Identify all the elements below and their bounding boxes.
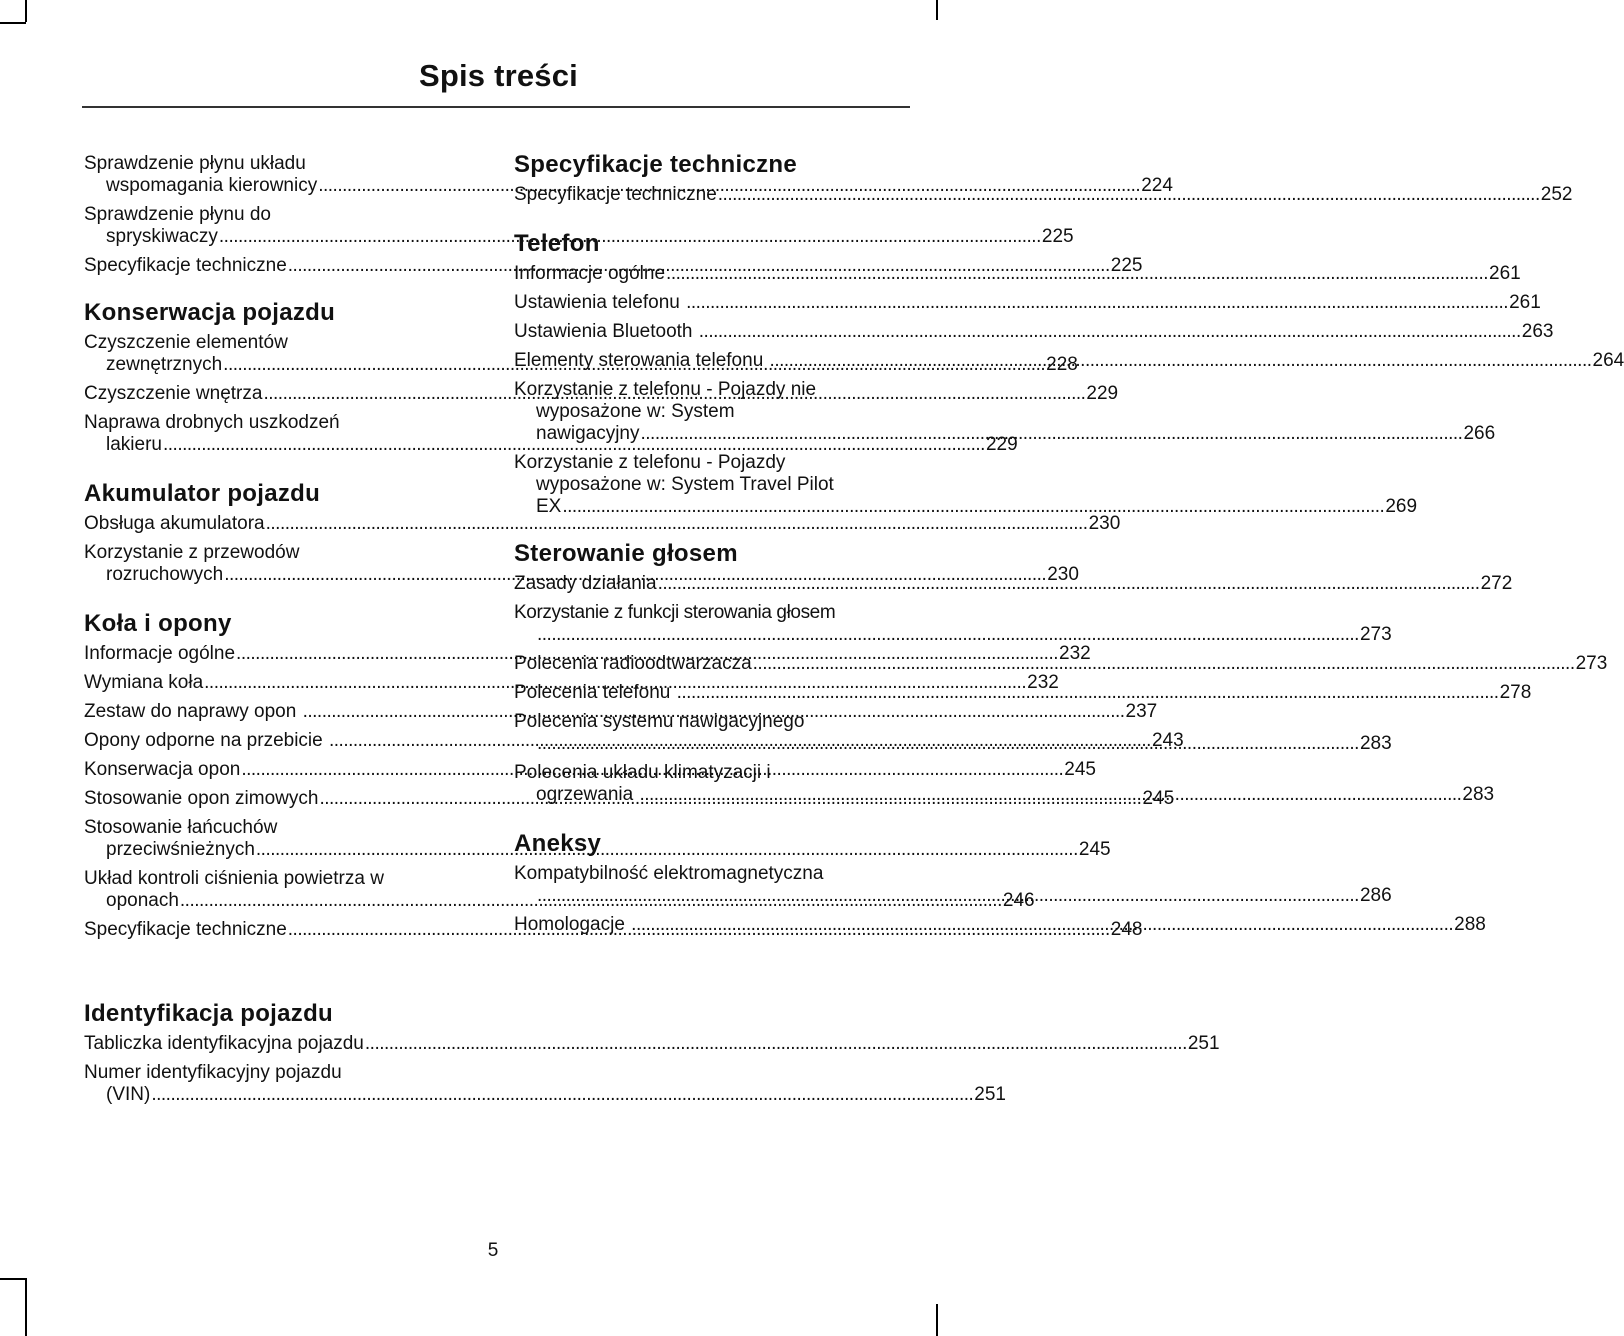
toc-entry-text: nawigacyjny: [536, 423, 640, 444]
leader-dots: [666, 263, 1488, 284]
toc-entry-text: EX: [536, 496, 562, 517]
leader-dots: [718, 184, 1540, 205]
toc-entry-text: Sprawdzenie płynu układu: [84, 153, 306, 174]
leader-dots: [686, 292, 1508, 313]
toc-entry-text: Obsługa akumulatora: [84, 513, 265, 534]
toc-entry-text: Informacje ogólne: [514, 263, 666, 284]
crop-mark: [936, 0, 938, 20]
leader-dots: [365, 1033, 1187, 1054]
toc-page-number: 232: [1027, 672, 1059, 693]
toc-entry-text: Opony odporne na przebicie: [84, 730, 328, 751]
section-heading: Koła i opony: [84, 610, 232, 637]
toc-entry-text: lakieru: [106, 434, 162, 455]
toc-entry[interactable]: [514, 292, 1541, 314]
toc-page-number: 288: [1454, 914, 1486, 935]
toc-page-number: 245: [1078, 839, 1111, 860]
toc-entry-text: spryskiwaczy: [106, 226, 218, 247]
toc-entry-text: (VIN): [106, 1084, 151, 1105]
section-heading: Identyfikacja pojazdu: [84, 1000, 334, 1027]
toc-entry-text: Numer identyfikacyjny pojazdu: [84, 1062, 342, 1083]
toc-entry-text: Ustawienia telefonu: [514, 292, 686, 313]
toc-page-number: 272: [1480, 573, 1513, 594]
toc-page-number: 228: [1046, 354, 1078, 375]
toc-page-number: 246: [1002, 890, 1035, 911]
header-divider: [82, 106, 910, 108]
toc-entry-text: wyposażone w: System: [536, 401, 735, 422]
crop-mark: [0, 22, 26, 24]
toc-entry-text: wspomagania kierownicy: [106, 175, 318, 196]
leader-dots: [699, 321, 1521, 342]
toc-entry-text: Konserwacja opon: [84, 759, 241, 780]
toc-page-number: 261: [1509, 292, 1541, 313]
section-heading: Akumulator pojazdu: [84, 480, 321, 507]
toc-page-number: 273: [1359, 624, 1392, 645]
toc-entry[interactable]: [514, 321, 1554, 343]
toc-page-number: 269: [1385, 496, 1418, 517]
toc-entry-text: ogrzewania: [536, 784, 639, 805]
toc-page-number: 251: [1187, 1033, 1220, 1054]
toc-entry-text: Specyfikacje techniczne: [84, 919, 287, 940]
section-heading: Konserwacja pojazdu: [84, 299, 336, 326]
toc-entry-text: Ustawienia Bluetooth: [514, 321, 698, 342]
toc-entry-text: Stosowanie łańcuchów: [84, 817, 278, 838]
leader-dots: [537, 885, 1359, 906]
toc-page-number: 248: [1110, 919, 1143, 940]
leader-dots: [770, 350, 1592, 371]
page-number: 5: [487, 1240, 499, 1261]
section-heading: Sterowanie głosem: [514, 540, 738, 567]
toc-entry[interactable]: [84, 513, 1121, 535]
toc-entry-text: Kompatybilność elektromagnetyczna: [514, 863, 824, 884]
leader-dots: [537, 624, 1359, 645]
toc-page-number: 230: [1047, 564, 1079, 585]
toc-page-number: 283: [1462, 784, 1495, 805]
toc-entry-text: Czyszczenie wnętrza: [84, 383, 263, 404]
toc-page-number: 278: [1499, 682, 1532, 703]
toc-entry-text: Informacje ogólne: [84, 643, 236, 664]
section-heading: Aneksy: [514, 830, 602, 857]
toc-entry[interactable]: [514, 602, 1392, 646]
toc-entry-text: Polecenia systemu nawigacyjnego: [514, 711, 805, 732]
toc-entry[interactable]: [84, 730, 1184, 752]
toc-page-number: 266: [1463, 423, 1496, 444]
toc-entry-text: Układ kontroli ciśnienia powietrza w: [84, 868, 384, 889]
toc-entry-text: wyposażone w: System Travel Pilot: [536, 474, 834, 495]
crop-mark: [25, 0, 27, 22]
toc-page-number: 245: [1064, 759, 1096, 780]
toc-entry-text: Zasady działania: [514, 573, 657, 594]
toc-entry-text: Sprawdzenie płynu do: [84, 204, 271, 225]
leader-dots: [562, 496, 1384, 517]
toc-entry-text: Polecenia układu klimatyzacji i: [514, 762, 771, 783]
leader-dots: [658, 573, 1480, 594]
toc-entry-text: Polecenia radioodtwarzacza: [514, 653, 752, 674]
toc-page-number: 232: [1059, 643, 1091, 664]
toc-page-number: 230: [1088, 513, 1121, 534]
leader-dots: [639, 784, 1461, 805]
toc-page-number: 252: [1540, 184, 1573, 205]
toc-page-number: 251: [974, 1084, 1006, 1105]
leader-dots: [537, 733, 1359, 754]
leader-dots: [631, 914, 1453, 935]
toc-page-number: 237: [1125, 701, 1158, 722]
toc-entry-text: Specyfikacje techniczne: [514, 184, 717, 205]
toc-entry-text: Elementy sterowania telefonu: [514, 350, 769, 371]
toc-entry[interactable]: [84, 1062, 1006, 1106]
leader-dots: [641, 423, 1463, 444]
toc-page-number: 263: [1521, 321, 1554, 342]
toc-page-number: 225: [1110, 255, 1143, 276]
toc-page-number: 224: [1141, 175, 1173, 196]
toc-entry-text: Korzystanie z funkcji sterowania głosem: [514, 602, 836, 623]
toc-entry-text: Czyszczenie elementów: [84, 332, 288, 353]
toc-entry-text: Tabliczka identyfikacyjna pojazdu: [84, 1033, 364, 1054]
section-heading: Specyfikacje techniczne: [514, 151, 798, 178]
toc-section: [84, 999, 1220, 1106]
toc-page-number: 245: [1142, 788, 1175, 809]
crop-mark: [0, 1278, 26, 1280]
toc-entry-text: zewnętrznych: [106, 354, 223, 375]
crop-mark: [25, 1278, 27, 1336]
toc-entry[interactable]: [84, 1033, 1220, 1055]
toc-page-number: 286: [1359, 885, 1392, 906]
toc-entry-text: rozruchowych: [106, 564, 224, 585]
toc-entry-text: Zestaw do naprawy opon: [84, 701, 302, 722]
leader-dots: [677, 682, 1499, 703]
toc-page-number: 229: [1086, 383, 1119, 404]
toc-page-number: 283: [1359, 733, 1392, 754]
toc-entry-text: oponach: [106, 890, 179, 911]
toc-page-number: 229: [985, 434, 1018, 455]
page-title: Spis treści: [418, 58, 578, 93]
toc-entry[interactable]: [514, 452, 1418, 518]
toc-page-number: 273: [1575, 653, 1608, 674]
section-heading: Telefon: [514, 230, 600, 257]
toc-entry-text: Naprawa drobnych uszkodzeń: [84, 412, 340, 433]
toc-page-number: 225: [1041, 226, 1074, 247]
toc-entry-text: Korzystanie z telefonu - Pojazdy nie: [514, 379, 817, 400]
leader-dots: [753, 653, 1575, 674]
leader-dots: [151, 1084, 973, 1105]
toc-page-number: 261: [1489, 263, 1521, 284]
toc-entry-text: Korzystanie z przewodów: [84, 542, 300, 563]
toc-entry-text: Specyfikacje techniczne: [84, 255, 287, 276]
toc-entry-text: Korzystanie z telefonu - Pojazdy: [514, 452, 786, 473]
toc-entry-text: Homologacje: [514, 914, 631, 935]
toc-entry-text: Polecenia telefonu: [514, 682, 676, 703]
toc-page-number: 264: [1592, 350, 1624, 371]
toc-entry-text: Wymiana koła: [84, 672, 204, 693]
crop-mark: [936, 1304, 938, 1336]
toc-page-number: 243: [1151, 730, 1184, 751]
toc-entry-text: Stosowanie opon zimowych: [84, 788, 319, 809]
toc-entry-text: przeciwśnieżnych: [106, 839, 255, 860]
